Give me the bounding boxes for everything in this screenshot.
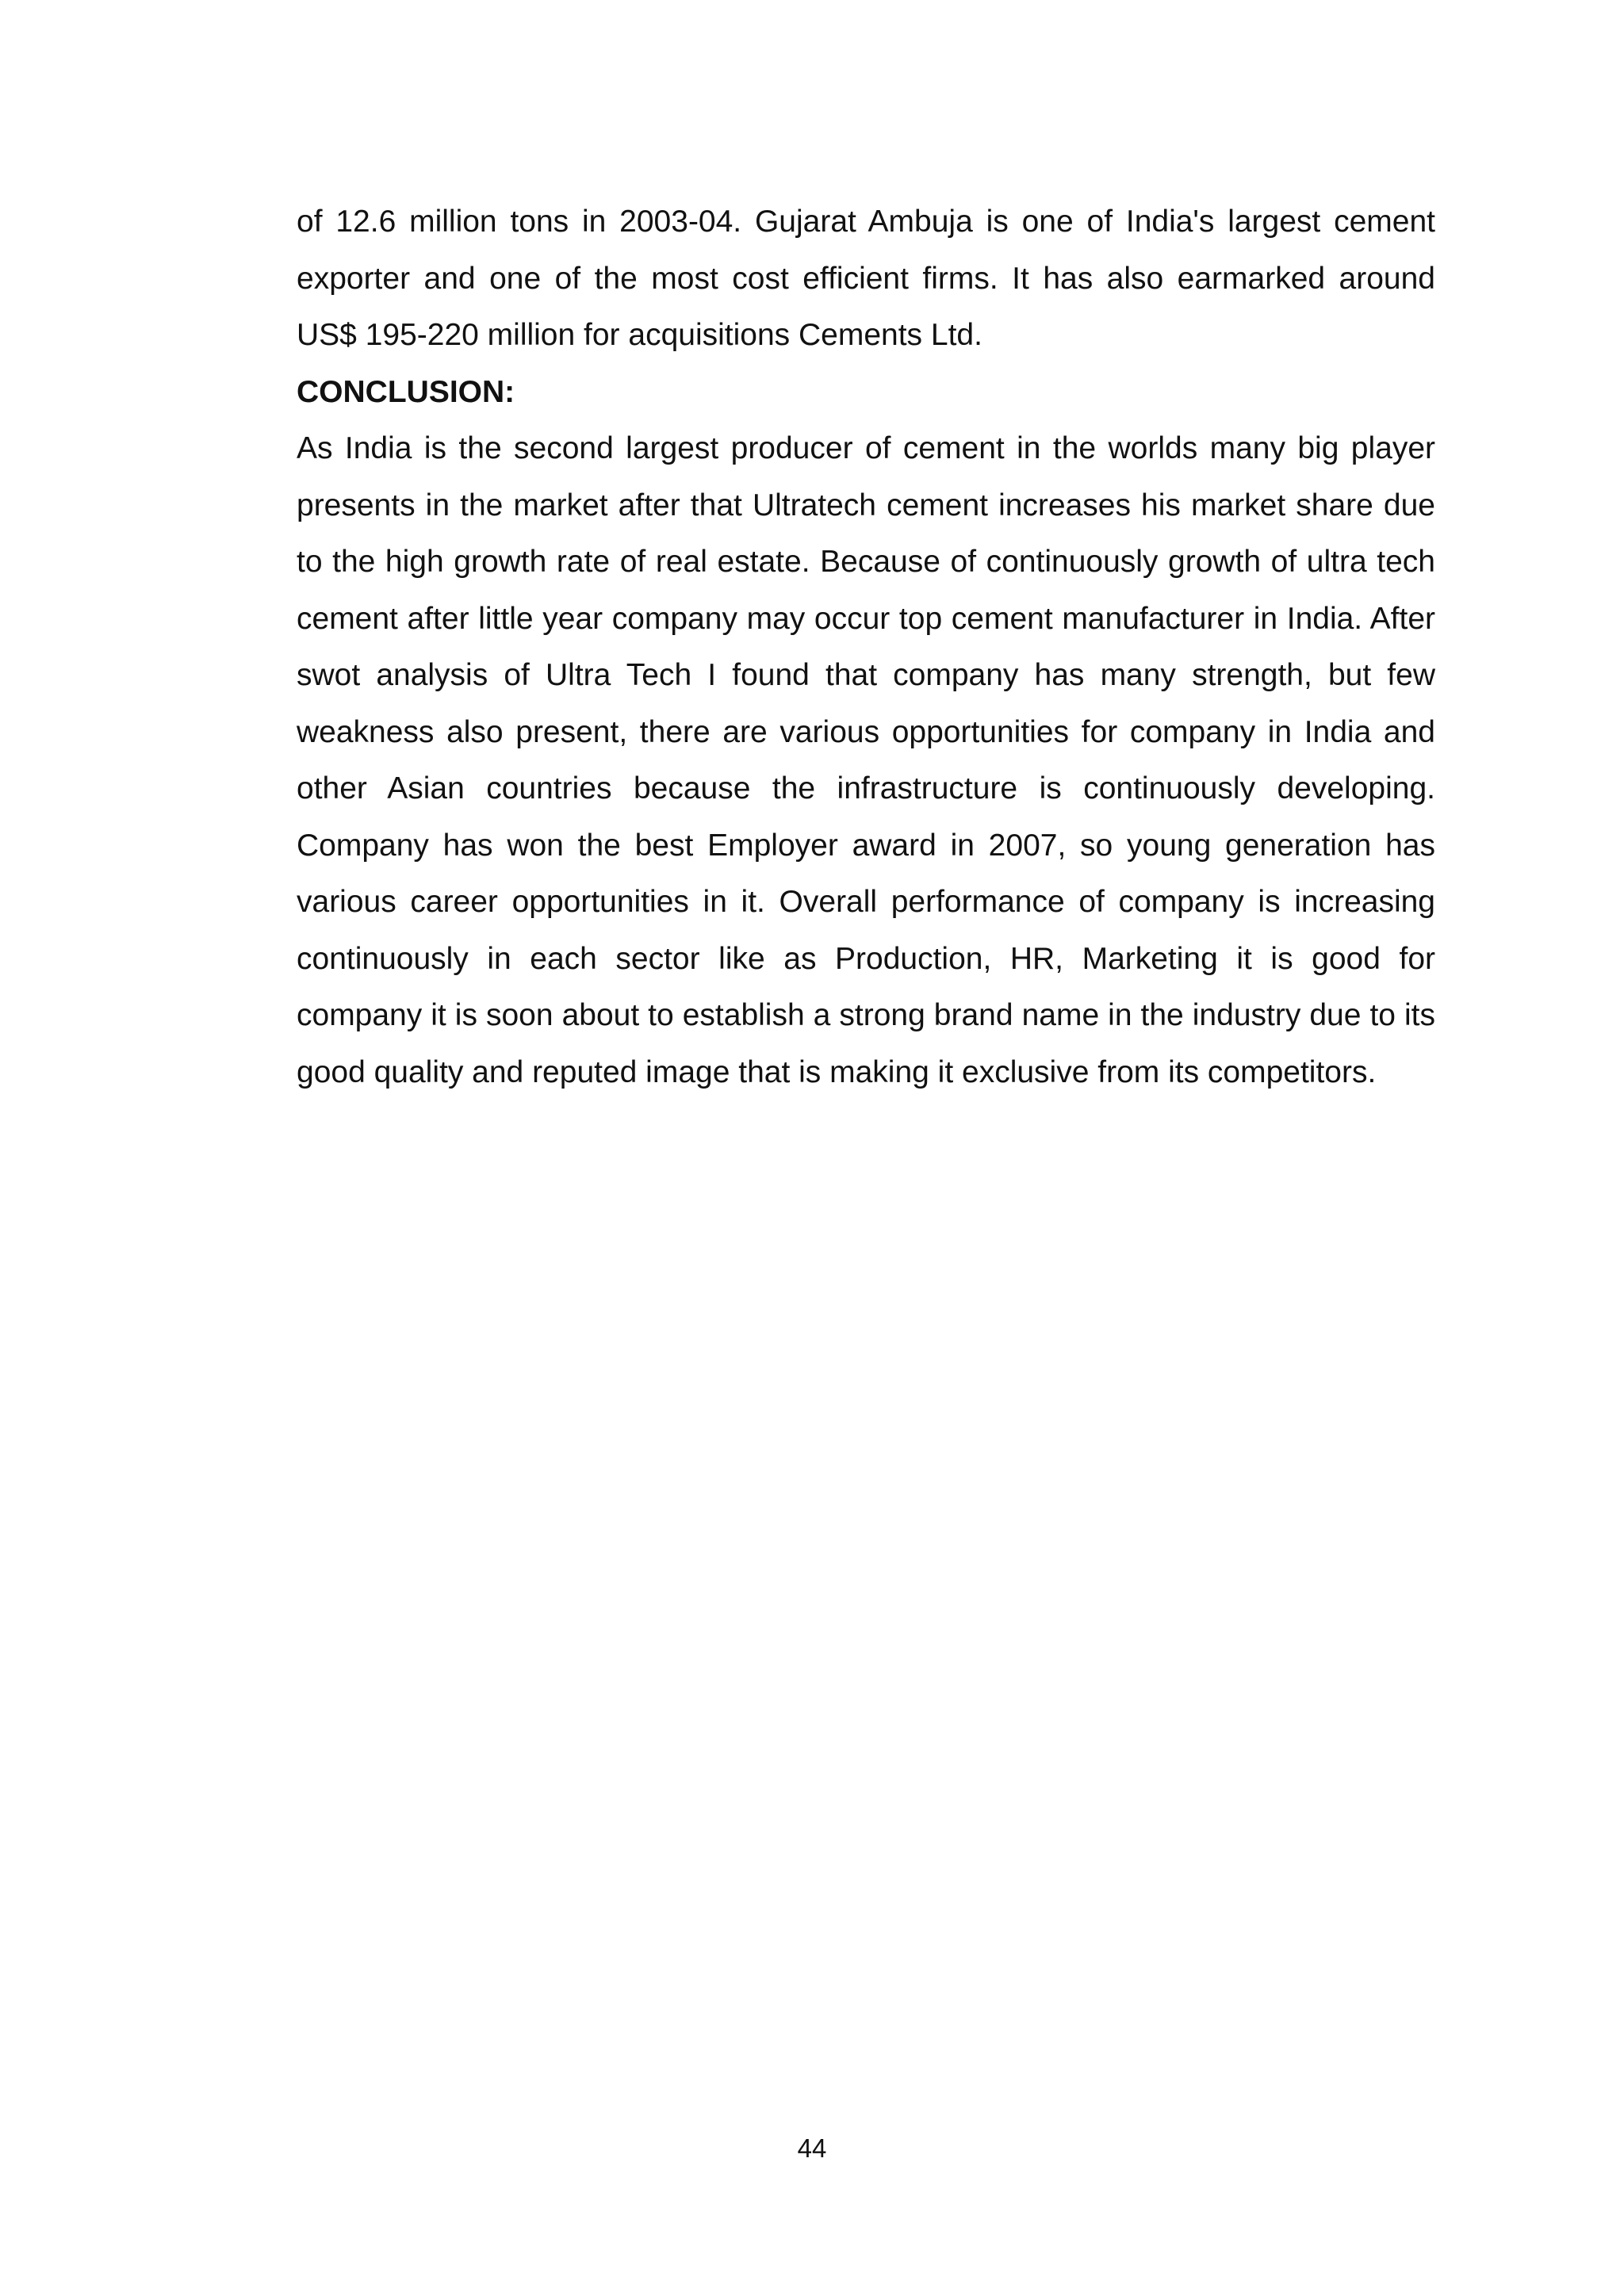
body-text <box>297 193 1435 1100</box>
page-number: 44 <box>797 2133 827 2163</box>
conclusion-paragraph: As India is the second largest producer of cement in the worlds many big player presents in the market after that Ultratech cement increases his market share due to the high growth rate of real estate. Because of continuously growth of ultra tech cement after little year company may occur top cement manufacturer in India. After swot analysis of Ultra Tech I found that company has many strength, but few weakness also present, there are various opportunities for company in India and other Asian countries because the infrastructure is continuously developing. Company has won the best Employer award in 2007, so young generation has various career opportunities in it. Overall performance of company is increasing continuously in each sector like as Production, HR, Marketing it is good for company it is soon about to establish a strong brand name in the industry due to its good quality and reputed image that is making it exclusive from its competitors. <box>297 431 1435 1089</box>
conclusion-heading: CONCLUSION: <box>297 374 515 409</box>
intro-paragraph: of 12.6 million tons in 2003-04. Gujarat Ambuja is one of India's largest cement exporter and one of the most cost efficient firms. It has also earmarked around US$ 195-220 million for acquisitions Cements Ltd. <box>297 205 1435 352</box>
